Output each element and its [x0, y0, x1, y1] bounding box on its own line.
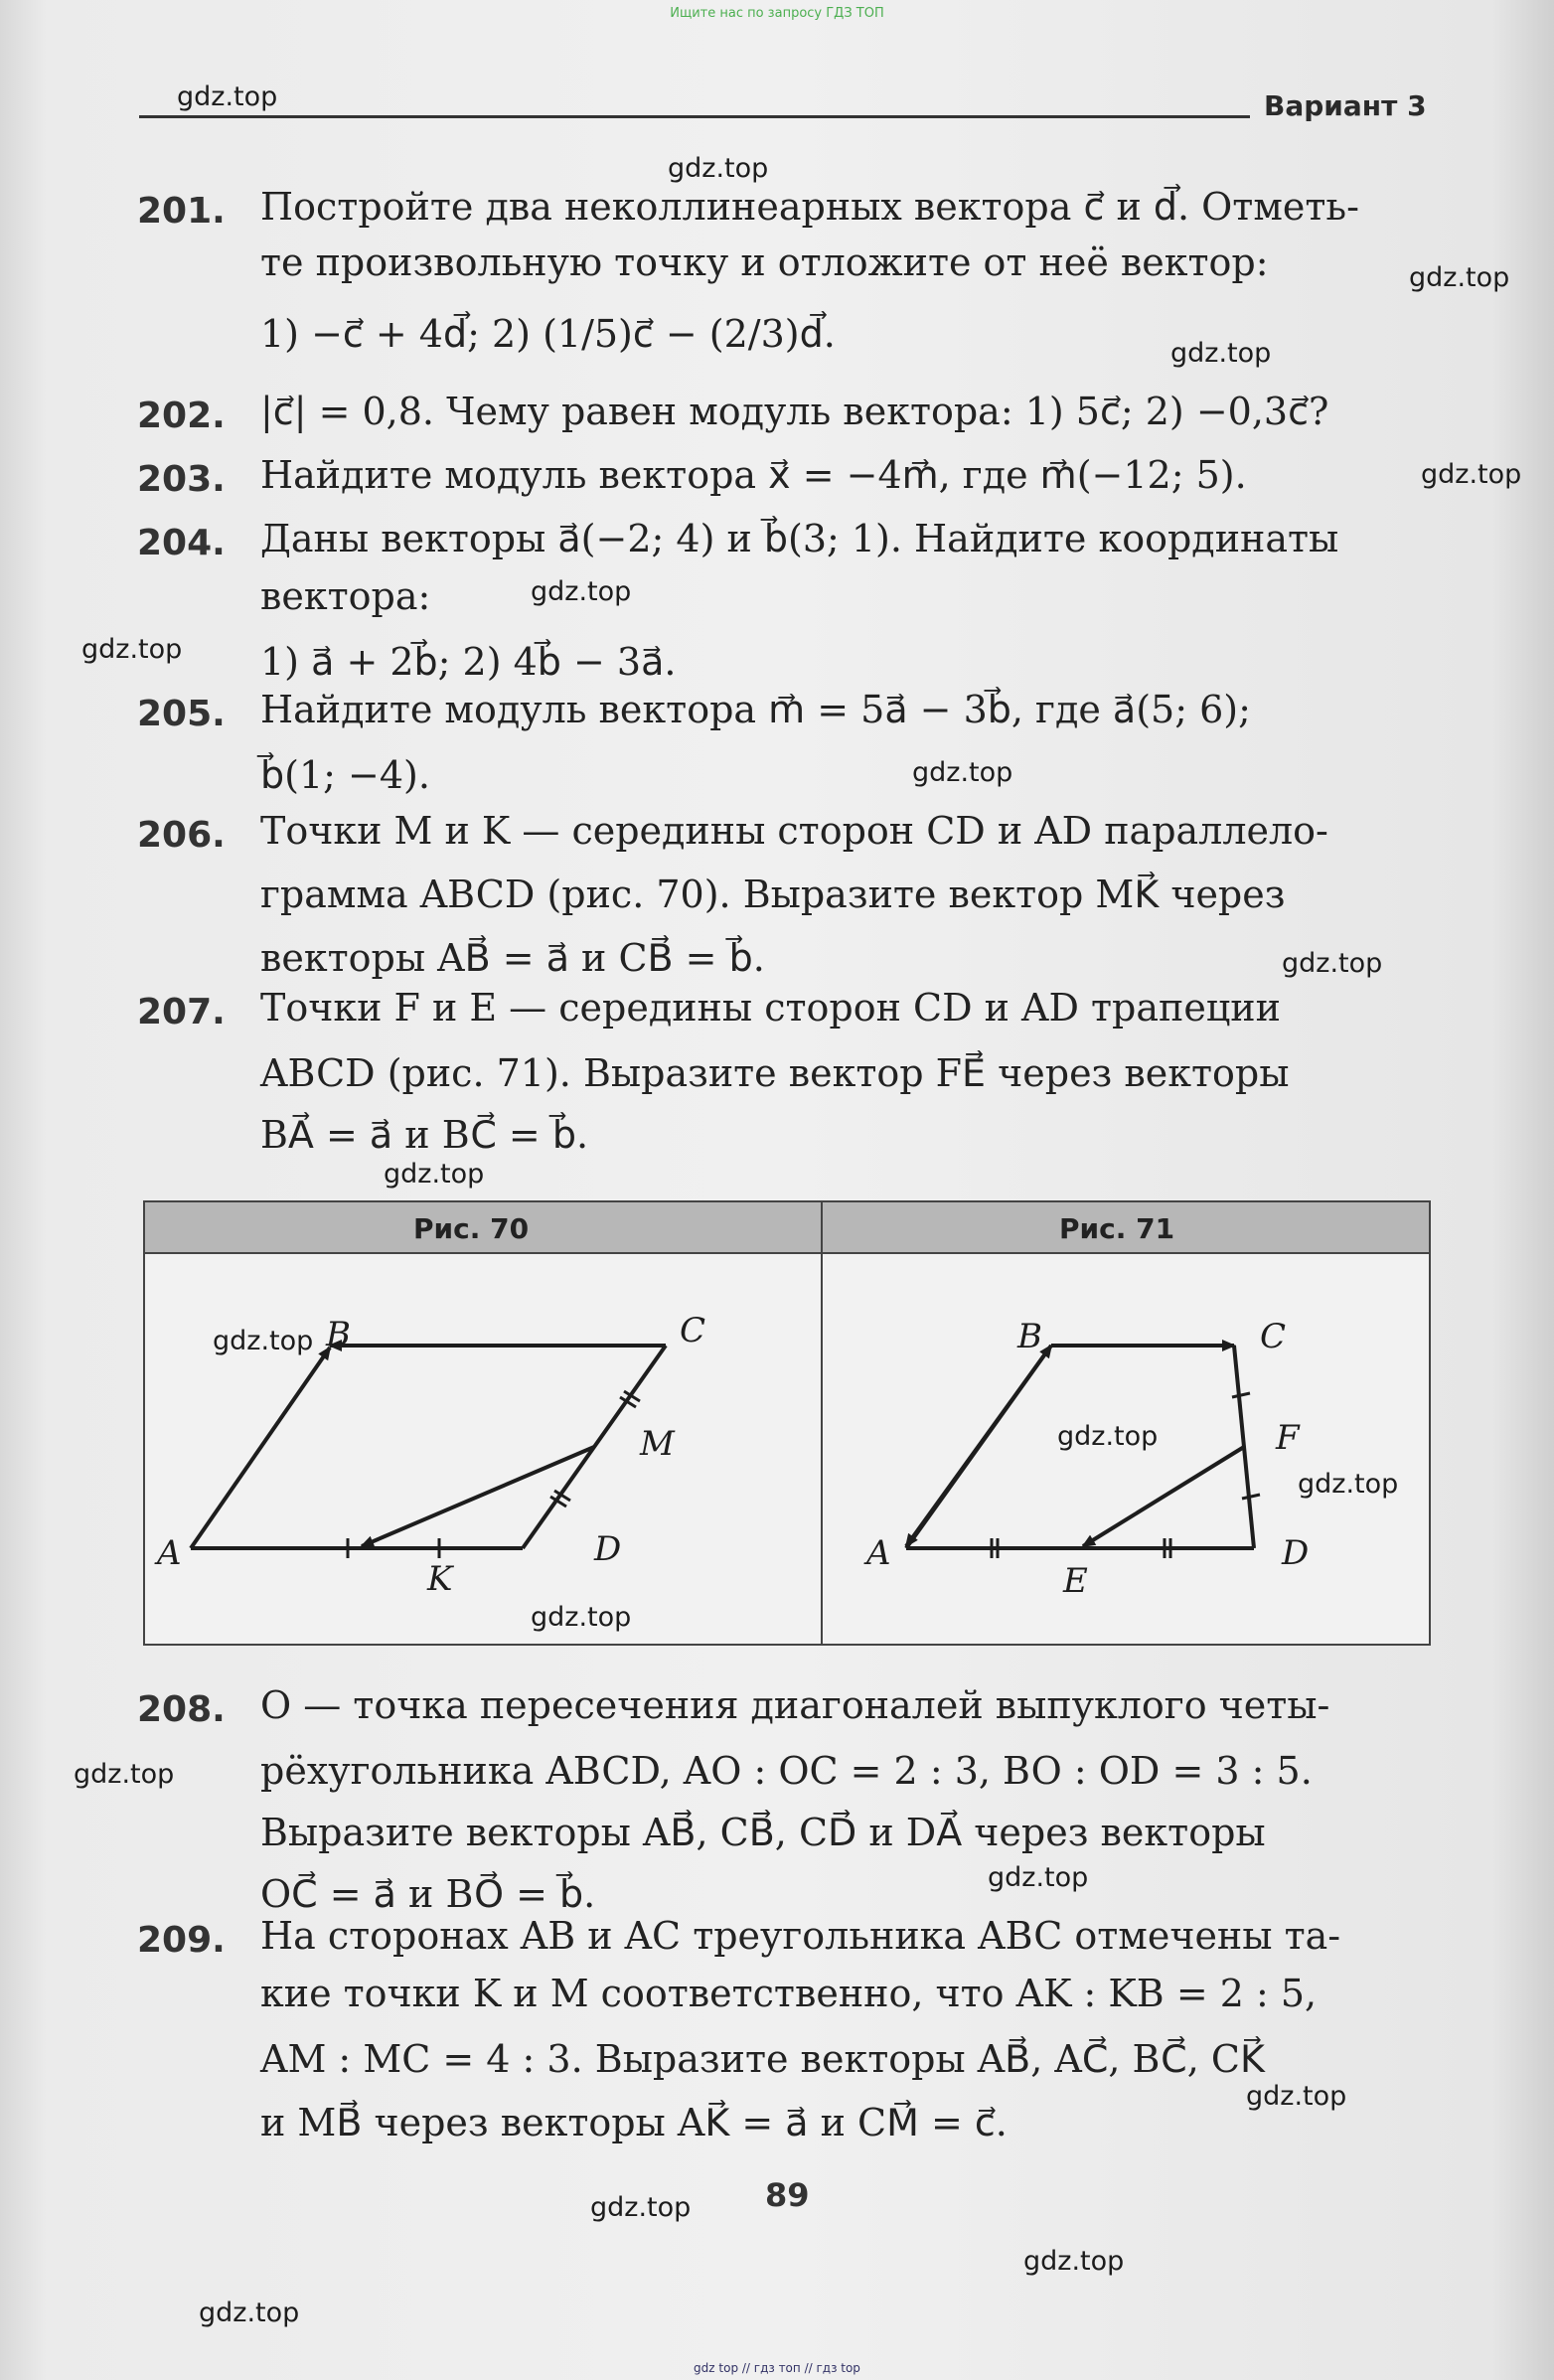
header-rule — [139, 115, 1250, 118]
watermark: gdz.top — [668, 153, 769, 184]
problem-number: 202. — [137, 396, 226, 436]
watermark: gdz.top — [1282, 948, 1383, 979]
fig71-label-d: D — [1282, 1533, 1310, 1573]
fig71-tick — [1232, 1393, 1250, 1397]
problem-number: 203. — [137, 459, 226, 500]
problem-line: рёхугольника ABCD, AO : OC = 2 : 3, BO : OD = 3 : 5. — [260, 1749, 1313, 1793]
fig70-vector-ab — [191, 1348, 330, 1548]
problem-line: те произвольную точку и отложите от неё вектор: — [260, 240, 1269, 284]
fig71-label-f: F — [1276, 1418, 1300, 1458]
watermark: gdz.top — [1170, 338, 1272, 369]
problem-line: ABCD (рис. 71). Выразите вектор FE⃗ через векторы — [260, 1051, 1290, 1095]
fig71-title: Рис. 71 — [1059, 1212, 1175, 1245]
fig71-vector-fe — [1083, 1447, 1244, 1546]
fig70-label-m: M — [640, 1424, 675, 1464]
fig71-vector-ba — [906, 1346, 1051, 1546]
fig71-label-b: B — [1017, 1317, 1042, 1356]
watermark: gdz.top — [199, 2298, 300, 2328]
problem-line: грамма ABCD (рис. 70). Выразите вектор MK⃗ через — [260, 873, 1286, 916]
fig71-label-e: E — [1063, 1561, 1088, 1601]
fig70-title: Рис. 70 — [413, 1212, 530, 1245]
problem-number: 204. — [137, 523, 226, 563]
fig70-label-d: D — [594, 1529, 622, 1569]
watermark: gdz.top — [384, 1159, 485, 1190]
top-banner: Ищите нас по запросу ГДЗ ТОП — [670, 6, 884, 21]
problem-number: 205. — [137, 694, 226, 734]
problem-line: 1) a⃗ + 2b⃗; 2) 4b⃗ − 3a⃗. — [260, 640, 677, 684]
watermark: gdz.top — [531, 576, 632, 607]
fig70-label-k: K — [427, 1559, 453, 1599]
watermark: gdz.top — [74, 1759, 175, 1790]
watermark: gdz.top — [1246, 2081, 1347, 2112]
problem-number: 201. — [137, 191, 226, 232]
watermark: gdz.top — [531, 1602, 632, 1633]
problem-line: Точки F и E — середины сторон CD и AD трапеции — [260, 986, 1281, 1030]
problem-line: O — точка пересечения диагоналей выпуклого четы- — [260, 1683, 1330, 1727]
watermark: gdz.top — [81, 634, 183, 665]
watermark: gdz.top — [1057, 1421, 1159, 1452]
fig70-label-b: B — [326, 1315, 351, 1354]
problem-line: Постройте два неколлинеарных вектора c⃗ и d⃗. Отметь- — [260, 185, 1359, 229]
problem-line: b⃗(1; −4). — [260, 753, 430, 797]
fig71-label-a: A — [866, 1533, 891, 1573]
problem-line: BA⃗ = a⃗ и BC⃗ = b⃗. — [260, 1113, 589, 1157]
fig71-tick — [1242, 1495, 1260, 1499]
figures-drawing — [145, 1202, 1429, 1644]
problem-line: векторы AB⃗ = a⃗ и CB⃗ = b⃗. — [260, 936, 765, 980]
watermark: gdz.top — [177, 81, 278, 112]
watermark: gdz.top — [1421, 459, 1522, 490]
problem-number: 209. — [137, 1920, 226, 1961]
watermark: gdz.top — [1409, 262, 1510, 293]
problem-line: Найдите модуль вектора m⃗ = 5a⃗ − 3b⃗, где a⃗(5; 6); — [260, 688, 1251, 731]
fig71-label-c: C — [1260, 1317, 1287, 1356]
watermark: gdz.top — [988, 1862, 1089, 1893]
problem-number: 206. — [137, 815, 226, 856]
problem-line: Найдите модуль вектора x⃗ = −4m⃗, где m⃗(−12; 5). — [260, 453, 1247, 497]
fig71-trapezoid — [863, 1317, 1309, 1601]
watermark: gdz.top — [590, 2192, 692, 2223]
footer-links: gdz top // гдз топ // гдз top — [694, 2361, 860, 2375]
problem-number: 208. — [137, 1689, 226, 1730]
page-number: 89 — [765, 2176, 810, 2214]
watermark: gdz.top — [1023, 2246, 1125, 2277]
problem-line: и MB⃗ через векторы AK⃗ = a⃗ и CM⃗ = c⃗. — [260, 2101, 1008, 2144]
fig70-label-c: C — [680, 1311, 706, 1350]
variant-heading: Вариант 3 — [1264, 89, 1427, 122]
figures-panel — [143, 1200, 1431, 1646]
problem-line: Точки M и K — середины сторон CD и AD параллело- — [260, 809, 1328, 853]
watermark: gdz.top — [1298, 1469, 1399, 1500]
fig70-label-a: A — [157, 1533, 182, 1573]
problem-line: вектора: — [260, 574, 431, 618]
watermark: gdz.top — [912, 757, 1013, 788]
problem-line: Выразите векторы AB⃗, CB⃗, CD⃗ и DA⃗ через векторы — [260, 1811, 1266, 1854]
problem-line: OC⃗ = a⃗ и BO⃗ = b⃗. — [260, 1872, 596, 1916]
problem-line: кие точки K и M соответственно, что AK : KB = 2 : 5, — [260, 1972, 1318, 2015]
problem-line: Даны векторы a⃗(−2; 4) и b⃗(3; 1). Найдите координаты — [260, 517, 1339, 560]
problem-line: |c⃗| = 0,8. Чему равен модуль вектора: 1) 5c⃗; 2) −0,3c⃗? — [260, 390, 1329, 433]
problem-line: AM : MC = 4 : 3. Выразите векторы AB⃗, AC⃗, BC⃗, CK⃗ — [260, 2037, 1265, 2081]
watermark: gdz.top — [213, 1326, 314, 1356]
problem-line: На сторонах AB и AC треугольника ABC отмечены та- — [260, 1914, 1341, 1958]
problem-number: 207. — [137, 992, 226, 1032]
problem-line: 1) −c⃗ + 4d⃗; 2) (1/5)c⃗ − (2/3)d⃗. — [260, 312, 836, 356]
